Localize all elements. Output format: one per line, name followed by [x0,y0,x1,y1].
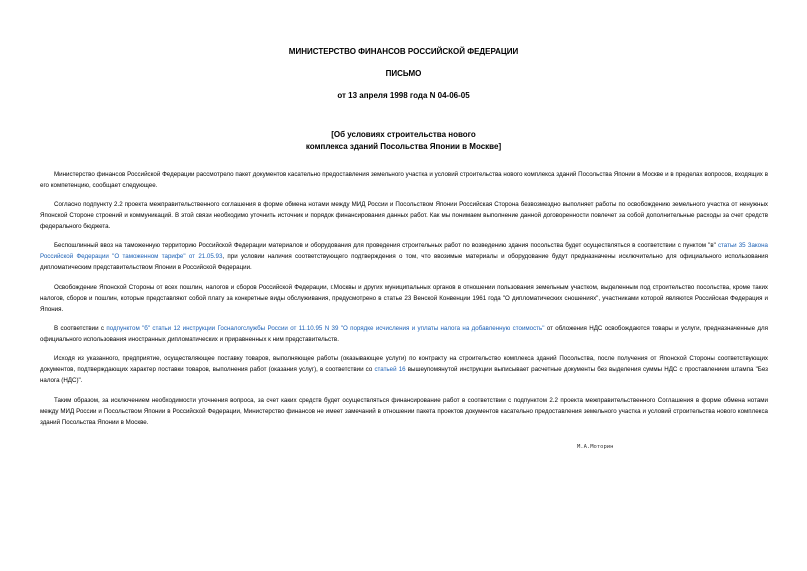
paragraph-3-text-b: , при условии наличия соответствующего подтверждения о том, что ввозимые материалы и оборудование будут предназначены исключительно для официального использования дипломатическим представительством Японии в Российской Федерации. [40,253,768,271]
paragraph-1: Министерство финансов Российской Федерации рассмотрело пакет документов касательно предоставления земельного участка и условий строительства нового комплекса зданий Посольства Японии в Москве и в пределах вопросов, входящих в его компетенцию, сообщает следующее. [40,171,768,189]
law-article-35-link[interactable]: статьи 35 Закона Российской Федерации "О таможенном тарифе" от 21.05.93 [40,242,768,260]
signature: М.А.Моторин [577,444,614,450]
paragraph-6-text-b: вышеупомянутой инструкции выписывает расчетные документы без выделения суммы НДС с проставлением штампа "Без налога (НДС)". [40,366,768,384]
article-16-link[interactable]: статьей 16 [374,366,406,373]
paragraph-7: Таким образом, за исключением необходимости уточнения вопроса, за счет каких средств будет осуществляться финансирование работ в соответствии с подпунктом 2.2 проекта межправительственного Соглашения в форме обмена нотами между МИД России и Посольством Японии в Российской Федерации, Министерство финансов не имеет замечаний в отношении пакета проектов документов касательно предоставления земельного участка и условий строительства нового комплекса зданий Посольства Японии в Москве. [40,397,768,426]
paragraph-3-text-a: Беспошлинный ввоз на таможенную территорию Российской Федерации материалов и оборудования для проведения строительных работ по возведению здания посольства будет осуществляться в соответствии с пунктом "в" [54,242,716,249]
title-line-1: [Об условиях строительства нового [331,130,476,139]
paragraph-6-text-a: Исходя из указанного, предприятие, осуществляющее поставку товаров, выполняющее работы (оказывающее услуги) по контракту на строительство комплекса зданий Посольства, после получения от Японской Стороны соответствующих документов, подтверждающих характер поставки товаров, выполнения работ (оказания услуг), в соответствии со [40,355,768,373]
ministry-heading: МИНИСТЕРСТВО ФИНАНСОВ РОССИЙСКОЙ ФЕДЕРАЦИИ [288,47,519,56]
paragraph-5 [40,323,768,345]
document-type: ПИСЬМО [385,69,422,78]
paragraph-3 [40,240,768,273]
paragraph-5-text-a: В соответствии с [54,325,105,332]
paragraph-2: Согласно подпункту 2.2 проекта межправительственного соглашения в форме обмена нотами между МИД России и Посольством Японии Российская Сторона безвозмездно выполняет работы по освобождению земельного участка от ненужных Японской Стороне строений и коммуникаций. В этой связи необходимо уточнить источник и порядок финансирования данных работ. Как мы понимаем выполнение данной договоренности повлечет за собой дополнительные расходы за счет средств федерального бюджета. [40,201,768,230]
paragraph-6 [40,353,768,386]
document-date: от 13 апреля 1998 года N 04-06-05 [337,91,470,100]
title-line-2: комплекса зданий Посольства Японии в Москве] [305,142,502,151]
document-title [0,129,807,153]
paragraph-5-text-b: от обложения НДС освобождаются товары и услуги, предназначенные для официального использования иностранных дипломатических и приравненных к ним представительств. [40,325,768,343]
instruction-article-12-link[interactable]: подпунктом "б" статьи 12 инструкции Госналогслужбы России от 11.10.95 N 39 "О порядке исчисления и уплаты налога на добавленную стоимость" [106,325,545,332]
paragraph-4: Освобождение Японской Стороны от всех пошлин, налогов и сборов Российской Федерации, г.Москвы и других муниципальных органов в отношении пользования земельным участком, выделенным под строительство посольства, кроме таких налогов, сборов и пошлин, которые представляют собой плату за конкретные виды обслуживания, предусмотрено в статье 23 Венской Конвенции 1961 года "О дипломатических сношениях", участниками которой являются Российская Федерация и Япония. [40,284,768,313]
